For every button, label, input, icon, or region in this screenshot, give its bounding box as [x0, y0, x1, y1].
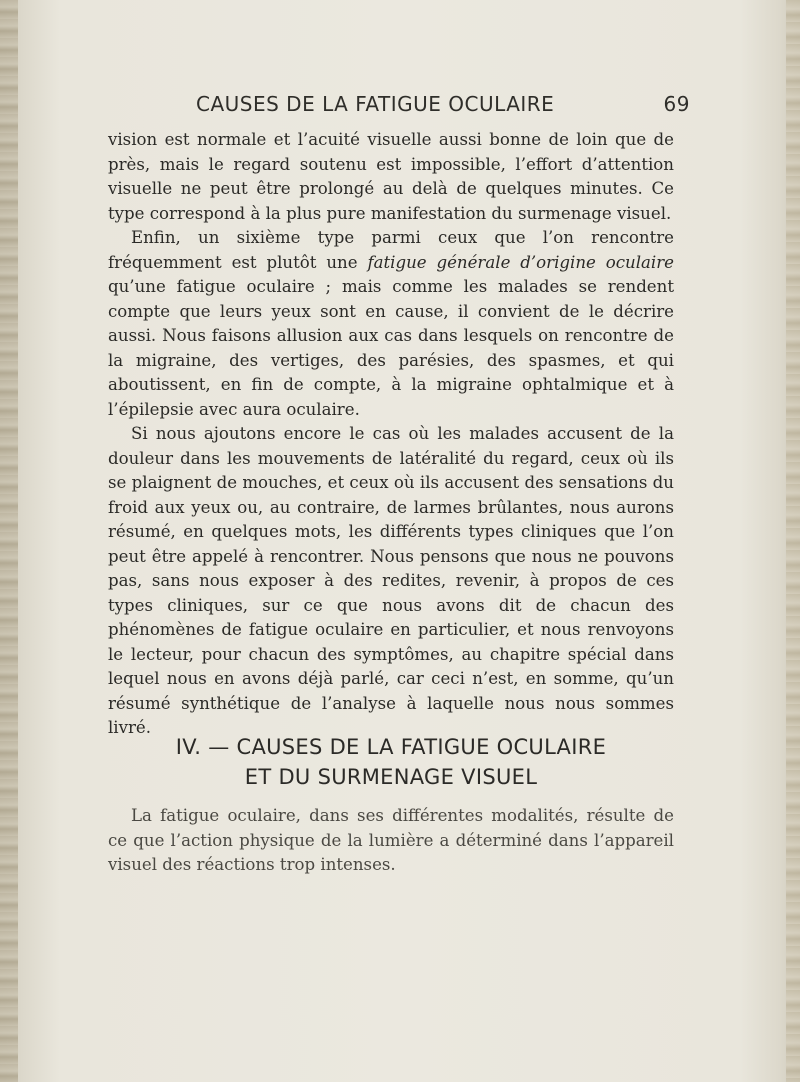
section-paragraph-1: La fatigue oculaire, dans ses différentes modalités, résulte de ce que l’action physique de la lumière a déterminé dans l’appareil visuel des réactions trop intenses. — [108, 806, 674, 874]
page-left-edge — [0, 0, 18, 1082]
running-head — [108, 92, 708, 122]
page-number: 69 — [663, 92, 690, 116]
paragraph-2 — [108, 226, 674, 422]
body-text — [108, 128, 674, 741]
section-heading-line-2: ET DU SURMENAGE VISUEL — [244, 765, 538, 789]
paragraph-2-end: qu’une fatigue oculaire ; mais comme les malades se rendent compte que leurs yeux sont en cause, il convient de le décrire aussi. Nous faisons allusion aux cas dans lesquels on rencontre de la migraine, des vertiges, des parésies, des spasmes, et qui aboutissent, en fin de compte, à la migraine ophtalmique et à l’épilepsie avec aura oculaire. — [108, 277, 674, 419]
paragraph-2-start: Enfin, un sixième type parmi ceux que l’on rencontre fréquemment est plutôt une — [108, 228, 674, 272]
section-heading — [108, 732, 674, 792]
page-right-edge — [786, 0, 800, 1082]
running-head-title: CAUSES DE LA FATIGUE OCULAIRE — [196, 92, 555, 116]
section-text — [108, 804, 674, 878]
section-heading-line-1: IV. — CAUSES DE LA FATIGUE OCULAIRE — [175, 735, 607, 759]
paragraph-3: Si nous ajoutons encore le cas où les malades accusent de la douleur dans les mouvements de latéralité du regard, ceux où ils se plaignent de mouches, et ceux où ils accusent des sensations du froid aux yeux ou, au contraire, de larmes brûlantes, nous aurons résumé, en quelques mots, les différents types cliniques que l’on peut être appelé à rencontrer. Nous pensons que nous ne pouvons pas, sans nous exposer à des redites, revenir, à propos de ces types cliniques, sur ce que nous avons dit de chacun des phénomènes de fatigue oculaire en particulier, et nous renvoyons le lecteur, pour chacun des symptômes, au chapitre spécial dans lequel nous en avons déjà parlé, car ceci n’est, en somme, qu’un résumé synthétique de l’analyse à laquelle nous nous sommes livré. — [108, 424, 674, 737]
paragraph-2-emphasis: fatigue générale d’origine oculaire — [367, 252, 674, 272]
paragraph-1: vision est normale et l’acuité visuelle aussi bonne de loin que de près, mais le regard soutenu est impossible, l’effort d’attention visuelle ne peut être prolongé au delà de quelques minutes. Ce type correspond à la plus pure manifestation du surmenage visuel. — [108, 130, 674, 223]
